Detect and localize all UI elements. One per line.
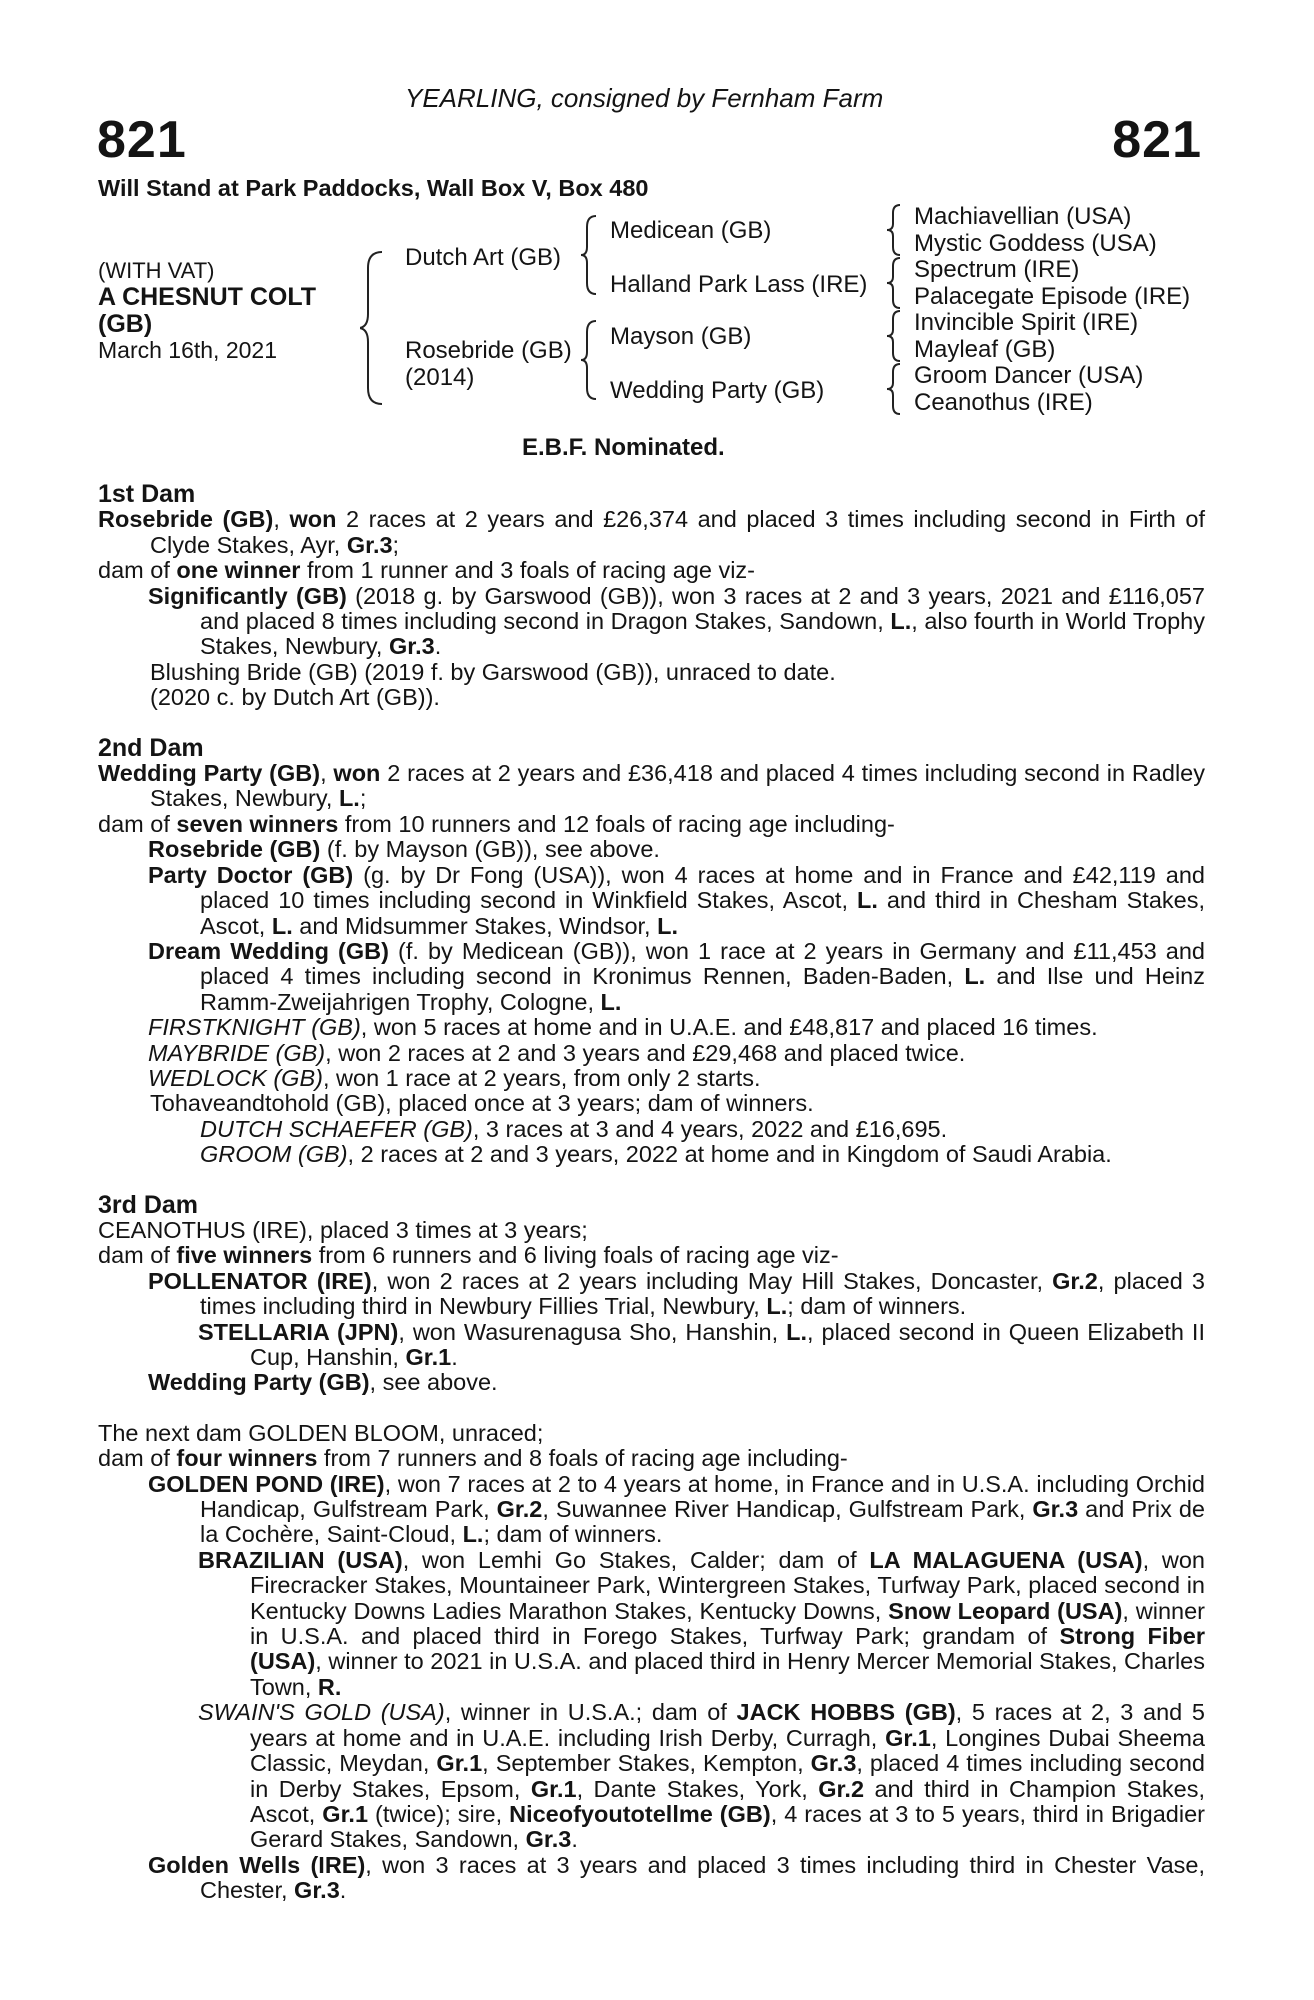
pedigree-g7: Groom Dancer (USA) (914, 362, 1144, 389)
pedigree-brace-g78 (886, 361, 904, 417)
ebf-note: E.B.F. Nominated. (522, 434, 725, 461)
next-dam-grandproduce-1: BRAZILIAN (USA), won Lemhi Go Stakes, Calder; dam of LA MALAGUENA (USA), won Firecracker Stakes, Mountaineer Park, Wintergreen Stakes, Turfway Park, placed second in Kentucky Downs Ladies Marathon Stakes, Kentucky Downs, Snow Leopard (USA), winner in U.S.A. and placed third in Forego Stakes, Turfway Park; grandam of Strong Fiber (USA), winner to 2021 in U.S.A. and placed third in Henry Mercer Memorial Stakes, Charles Town, R. (198, 1546, 1206, 1700)
first-dam-produce-summary: dam of one winner from 1 runner and 3 foals of racing age viz- (98, 557, 755, 584)
dam-records (98, 482, 1205, 1904)
pedigree-brace-sire (580, 213, 600, 297)
third-dam-record: CEANOTHUS (IRE), placed 3 times at 3 years; (98, 1216, 588, 1243)
next-dam-grandproduce-2: SWAIN'S GOLD (USA), winner in U.S.A.; dam of JACK HOBBS (GB), 5 races at 2, 3 and 5 years at home and in U.A.E. including Irish Derby, Curragh, Gr.1, Longines Dubai Sheema Classic, Meydan, Gr.1, September Stakes, Kempton, Gr.3, placed 4 times including second in Derby Stakes, Epsom, Gr.1, Dante Stakes, York, Gr.2 and third in Champion Stakes, Ascot, Gr.1 (twice); sire, Niceofyoutotellme (GB), 4 races at 3 to 5 years, third in Brigadier Gerard Stakes, Sandown, Gr.3. (198, 1699, 1205, 1853)
pedigree-dam-sire: Mayson (GB) (610, 323, 752, 350)
horse-name: A CHESNUT COLT (98, 283, 317, 311)
pedigree-g4: Palacegate Episode (IRE) (914, 283, 1191, 310)
third-dam-produce-summary: dam of five winners from 6 runners and 6 living foals of racing age viz- (98, 1242, 839, 1269)
horse-name-suffix: (GB) (98, 310, 153, 338)
lot-number-left: 821 (97, 111, 187, 169)
next-dam-record: The next dam GOLDEN BLOOM, unraced; (98, 1419, 544, 1446)
first-dam-produce-2: Blushing Bride (GB) (2019 f. by Garswood (GB)), unraced to date. (150, 658, 836, 685)
second-dam-produce-1: Rosebride (GB) (f. by Mayson (GB)), see above. (148, 836, 660, 863)
vat-note: (WITH VAT) (98, 258, 215, 283)
lot-number-right: 821 (1112, 111, 1202, 169)
first-dam-record: Rosebride (GB), won 2 races at 2 years and £26,374 and placed 3 times including second in Firth of Clyde Stakes, Ayr, Gr.3; (98, 506, 1205, 558)
second-dam-produce-5: MAYBRIDE (GB), won 2 races at 2 and 3 years and £29,468 and placed twice. (148, 1039, 966, 1066)
first-dam-produce-1: Significantly (GB) (2018 g. by Garswood (GB)), won 3 races at 2 and 3 years, 2021 and £116,057 and placed 8 times including second in Dragon Stakes, Sandown, L., also fourth in World Trophy Stakes, Newbury, Gr.3. (148, 582, 1205, 660)
second-dam-produce-summary: dam of seven winners from 10 runners and 12 foals of racing age including- (98, 810, 895, 837)
pedigree-g2: Mystic Goddess (USA) (914, 230, 1157, 257)
pedigree-g5: Invincible Spirit (IRE) (914, 309, 1139, 336)
pedigree-sire-dam: Halland Park Lass (IRE) (610, 271, 868, 298)
stand-location: Will Stand at Park Paddocks, Wall Box V, Box 480 (98, 175, 649, 201)
first-dam-heading: 1st Dam (98, 480, 196, 508)
second-dam-grandproduce-1: DUTCH SCHAEFER (GB), 3 races at 3 and 4 years, 2022 and £16,695. (200, 1115, 948, 1142)
pedigree-dam: Rosebride (GB) (405, 337, 572, 364)
second-dam-produce-6: WEDLOCK (GB), won 1 race at 2 years, from only 2 starts. (148, 1064, 761, 1091)
third-dam-grandproduce-1: STELLARIA (JPN), won Wasurenagusa Sho, Hanshin, L., placed second in Queen Elizabeth II Cup, Hanshin, Gr.1. (198, 1318, 1205, 1370)
second-dam-record: Wedding Party (GB), won 2 races at 2 years and £36,418 and placed 4 times including second in Radley Stakes, Newbury, L.; (98, 760, 1205, 812)
second-dam-grandproduce-2: GROOM (GB), 2 races at 2 and 3 years, 2022 at home and in Kingdom of Saudi Arabia. (200, 1141, 1112, 1168)
second-dam-produce-7: Tohaveandtohold (GB), placed once at 3 years; dam of winners. (150, 1090, 814, 1117)
third-dam-produce-2: Wedding Party (GB), see above. (148, 1369, 498, 1396)
pedigree-brace-main (360, 248, 390, 408)
pedigree-g6: Mayleaf (GB) (914, 336, 1056, 363)
pedigree-brace-g12 (886, 202, 904, 258)
pedigree-g8: Ceanothus (IRE) (914, 389, 1093, 416)
second-dam-produce-3: Dream Wedding (GB) (f. by Medicean (GB)), won 1 race at 2 years in Germany and £11,453 and placed 4 times including second in Kronimus Rennen, Baden-Baden, L. and Ilse und Heinz Ramm-Zweijahrigen Trophy, Cologne, L. (148, 937, 1206, 1015)
second-dam-heading: 2nd Dam (98, 733, 204, 762)
pedigree-dam-dam: Wedding Party (GB) (610, 377, 825, 404)
third-dam-heading: 3rd Dam (98, 1190, 199, 1219)
pedigree-dam-year: (2014) (405, 364, 475, 391)
pedigree-g3: Spectrum (IRE) (914, 256, 1080, 283)
second-dam-produce-4: FIRSTKNIGHT (GB), won 5 races at home and in U.A.E. and £48,817 and placed 16 times. (148, 1014, 1098, 1041)
pedigree-brace-g56 (886, 308, 904, 364)
pedigree-brace-g34 (886, 255, 904, 311)
next-dam-produce-summary: dam of four winners from 7 runners and 8 foals of racing age including- (98, 1445, 848, 1472)
catalogue-subtitle: YEARLING, consigned by Fernham Farm (405, 83, 884, 113)
pedigree-sire: Dutch Art (GB) (405, 244, 562, 271)
second-dam-produce-2: Party Doctor (GB) (g. by Dr Fong (USA)), won 4 races at home and in France and £42,119 and placed 10 times including second in Winkfield Stakes, Ascot, L. and third in Chesham Stakes, Ascot, L. and Midsummer Stakes, Windsor, L. (148, 861, 1205, 939)
foaling-date: March 16th, 2021 (98, 337, 278, 363)
pedigree-sire-sire: Medicean (GB) (610, 217, 772, 244)
next-dam-produce-1: GOLDEN POND (IRE), won 7 races at 2 to 4 years at home, in France and in U.S.A. including Orchid Handicap, Gulfstream Park, Gr.2, Suwannee River Handicap, Gulfstream Park, Gr.3 and Prix de la Cochère, Saint-Cloud, L.; dam of winners. (148, 1470, 1205, 1548)
pedigree-brace-dam (580, 318, 600, 402)
first-dam-produce-3: (2020 c. by Dutch Art (GB)). (150, 684, 440, 711)
pedigree-g1: Machiavellian (USA) (914, 203, 1132, 230)
third-dam-produce-1: POLLENATOR (IRE), won 2 races at 2 years including May Hill Stakes, Doncaster, Gr.2, placed 3 times including third in Newbury Fillies Trial, Newbury, L.; dam of winners. (148, 1267, 1205, 1320)
next-dam-produce-2: Golden Wells (IRE), won 3 races at 3 years and placed 3 times including third in Chester Vase, Chester, Gr.3. (148, 1851, 1205, 1904)
